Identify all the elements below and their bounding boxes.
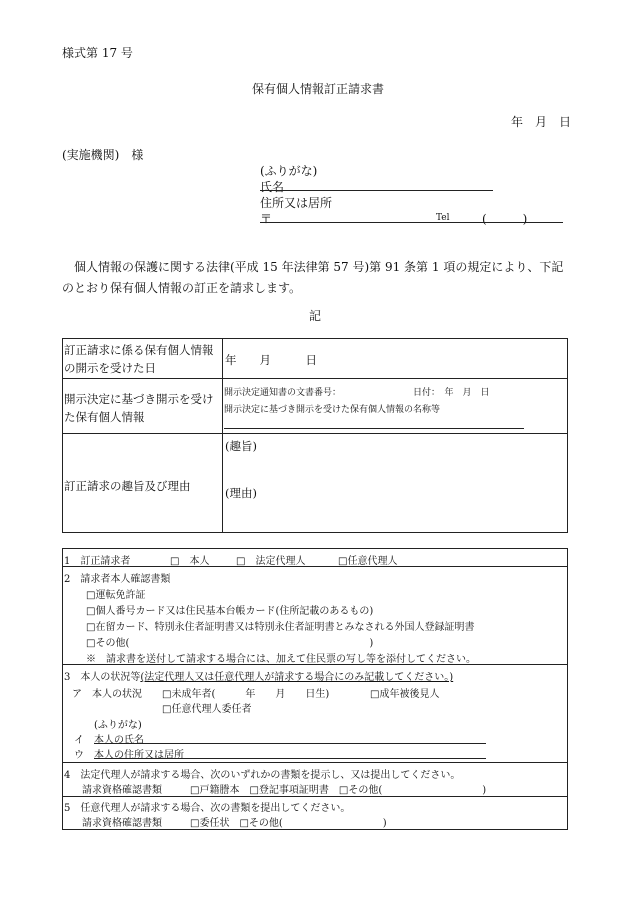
- requester-address-label: 住所又は居所: [260, 196, 333, 210]
- row2-name-field[interactable]: [224, 428, 524, 429]
- table-column-divider: [222, 338, 223, 532]
- status-ward-option[interactable]: □成年被後見人: [370, 689, 440, 700]
- page-title: 保有個人情報訂正請求書: [252, 82, 385, 96]
- section3-furigana: (ふりがな): [94, 720, 142, 731]
- id-doc-option[interactable]: □運転免許証: [86, 590, 146, 601]
- postal-mark: 〒: [260, 212, 273, 226]
- requester-name-label: 氏名: [260, 180, 285, 194]
- id-doc-option[interactable]: □その他( ): [86, 638, 374, 649]
- section2-label: 2 請求者本人確認書類: [64, 574, 171, 585]
- requester-address-field[interactable]: [260, 222, 563, 223]
- section-divider-4: [62, 796, 567, 797]
- requester-type-voluntary[interactable]: □任意代理人: [338, 556, 398, 567]
- body-text: 個人情報の保護に関する法律(平成 15 年法律第 57 号)第 91 条第 1 項の規定により、下記のとおり保有個人情報の訂正を請求します。: [62, 260, 564, 295]
- section5-label: 5 任意代理人が請求する場合、次の書類を提出してください。: [64, 803, 351, 814]
- status-minor-option[interactable]: □未成年者( 年 月 日生): [162, 689, 330, 700]
- ki-mark: 記: [309, 309, 322, 323]
- section3-a-label: ア 本人の状況: [72, 689, 142, 700]
- section1-label: 1 訂正請求者: [64, 556, 131, 567]
- requester-type-self[interactable]: □ 本人: [170, 556, 210, 567]
- row3-reason[interactable]: (理由): [225, 486, 257, 500]
- id-doc-option[interactable]: □在留カード、特別永住者証明書又は特別永住者証明書とみなされる外国人登録証明書: [86, 622, 475, 633]
- requester-furigana-label: (ふりがな): [260, 164, 318, 178]
- status-principal-option[interactable]: □任意代理人委任者: [162, 704, 252, 715]
- tel-label: Tel: [436, 213, 450, 223]
- tel-paren: ( ): [482, 212, 528, 226]
- section5-docs-label: 請求資格確認書類: [82, 818, 162, 829]
- section2-note: ※ 請求書を送付して請求する場合には、加えて住民票の写し等を添付してください。: [86, 654, 476, 665]
- section-divider-1: [62, 566, 567, 567]
- row3-label: 訂正請求の趣旨及び理由: [64, 479, 191, 493]
- row1-label: 訂正請求に係る保有個人情報の開示を受けた日: [64, 343, 214, 375]
- principal-address-field[interactable]: [94, 758, 486, 759]
- requester-type-legal[interactable]: □ 法定代理人: [236, 556, 306, 567]
- principal-name-field[interactable]: [94, 743, 486, 744]
- row2-name-label: 開示決定に基づき開示を受けた保有個人情報の名称等: [224, 405, 441, 415]
- section4-doc-options[interactable]: □戸籍謄本 □登記事項証明書 □その他( ): [190, 785, 487, 796]
- section-divider-3: [62, 762, 567, 763]
- row2-date-label: 日付： 年 月 日: [413, 388, 490, 398]
- id-doc-option[interactable]: □個人番号カード又は住民基本台帳カード(住所記載のあるもの): [86, 606, 374, 617]
- form-number: 様式第 17 号: [62, 46, 133, 60]
- table-row-divider-2: [62, 433, 567, 434]
- row2-doc-number-label: 開示決定通知書の文書番号：: [224, 388, 342, 398]
- requester-name-field[interactable]: [260, 190, 493, 191]
- addressee: (実施機関) 様: [62, 148, 144, 162]
- row1-value[interactable]: 年 月 日: [225, 353, 317, 367]
- section3-u-label: ウ 本人の住所又は居所: [74, 750, 184, 761]
- section3-label: 3 本人の状況等(法定代理人又は任意代理人が請求する場合にのみ記載してください。): [64, 672, 454, 683]
- section4-label: 4 法定代理人が請求する場合、次のいずれかの書類を提示し、又は提出してください。: [64, 770, 461, 781]
- table-row-divider-1: [62, 378, 567, 379]
- row3-purpose[interactable]: (趣旨): [225, 439, 257, 453]
- date-line: 年 月 日: [511, 115, 572, 129]
- section5-doc-options[interactable]: □委任状 □その他( ): [190, 818, 387, 829]
- section3-i-label: イ 本人の氏名: [74, 735, 144, 746]
- section4-docs-label: 請求資格確認書類: [82, 785, 162, 796]
- row2-label: 開示決定に基づき開示を受けた保有個人情報: [64, 392, 214, 424]
